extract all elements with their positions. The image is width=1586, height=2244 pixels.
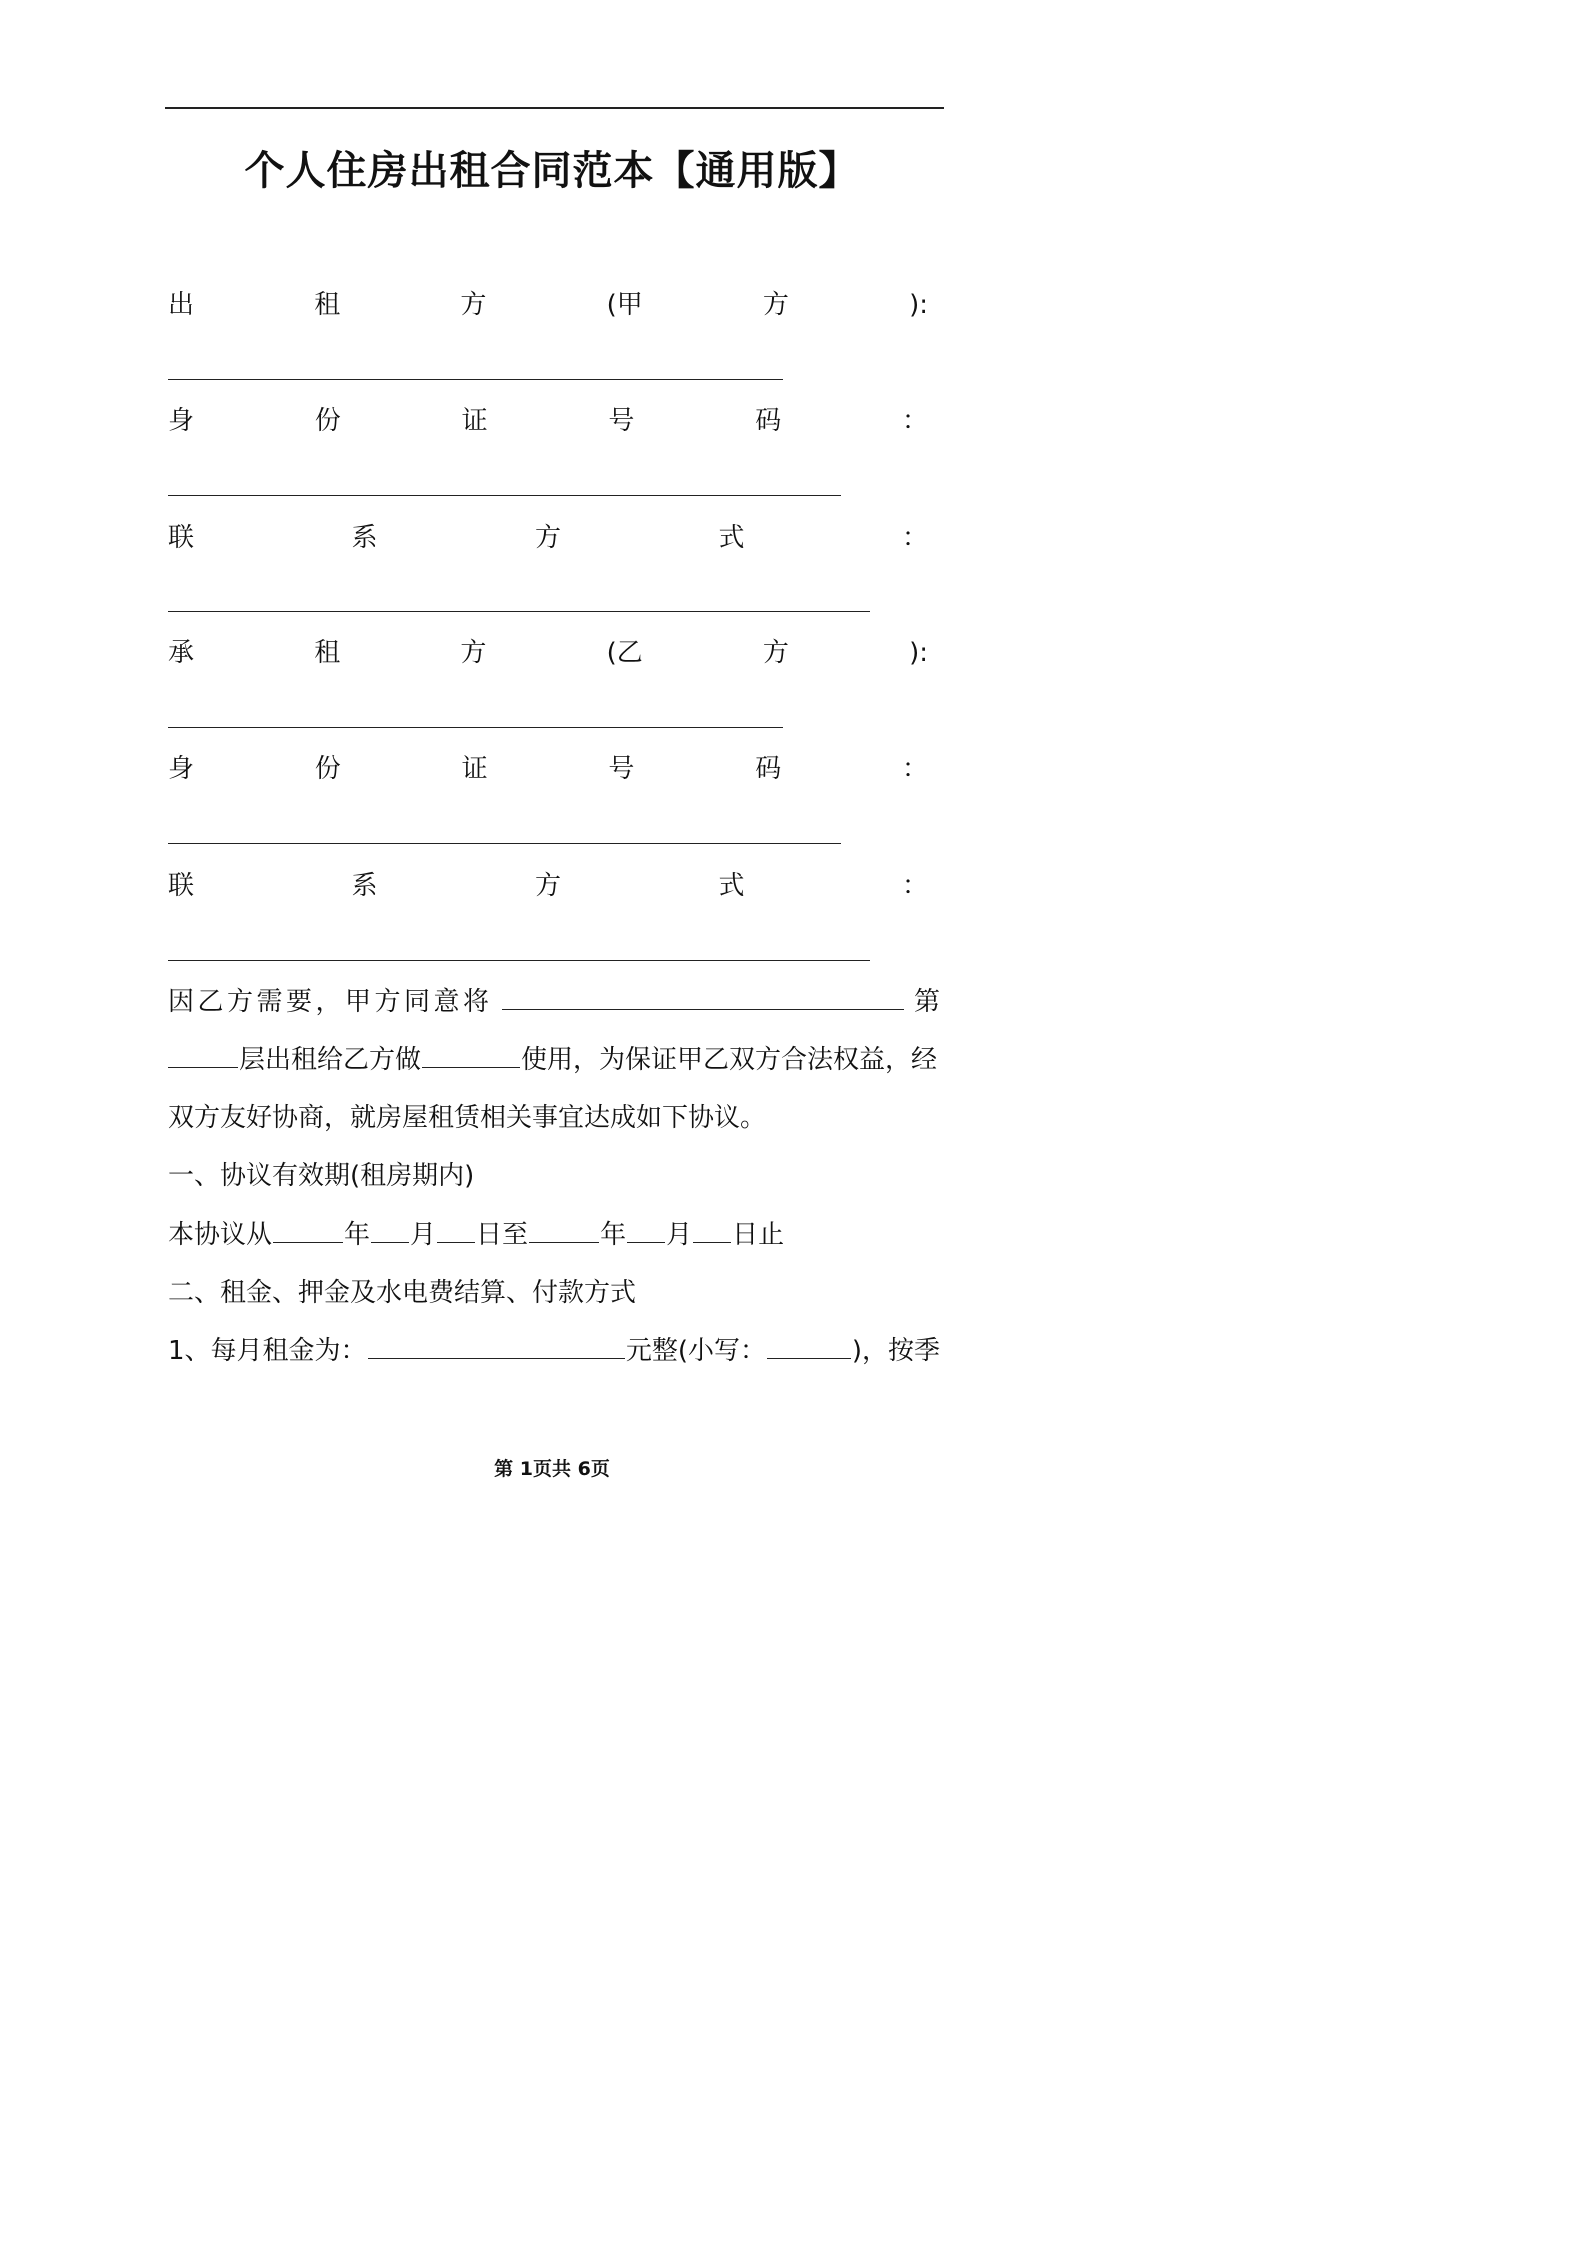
lessee-char: 租 (314, 638, 341, 668)
lessor-char: 租 (314, 290, 341, 320)
end-month-blank[interactable] (627, 1216, 665, 1243)
lessor-contact-label-line (168, 518, 928, 558)
id-char: 身 (168, 754, 195, 784)
lessee-id-label-line (168, 749, 928, 789)
id-char: 份 (314, 406, 341, 436)
end-day-blank[interactable] (693, 1216, 731, 1243)
lessee-contact-blank[interactable] (168, 960, 870, 961)
id-char: ： (901, 406, 928, 436)
lessee-contact-label-line (168, 866, 928, 906)
contact-char: 联 (168, 523, 195, 553)
term-text: 月 (666, 1220, 693, 1250)
section-2-heading: 二、租金、押金及水电费结算、付款方式 (168, 1278, 637, 1308)
lessor-name-blank[interactable] (168, 379, 783, 380)
lessee-char: ): (909, 638, 928, 668)
lessee-name-blank[interactable] (168, 727, 783, 728)
id-char: 码 (755, 406, 782, 436)
lessee-char: 方 (762, 638, 789, 668)
property-address-blank[interactable] (502, 983, 904, 1010)
id-char: 码 (755, 754, 782, 784)
contact-char: 方 (534, 523, 561, 553)
contact-char: 联 (168, 871, 195, 901)
lessee-char: (乙 (606, 638, 643, 668)
term-text: 月 (410, 1220, 437, 1250)
intro-text: 层出租给乙方做 (239, 1045, 422, 1075)
lessee-label-line (168, 633, 928, 673)
rent-digits-blank[interactable] (767, 1332, 851, 1359)
floor-blank[interactable] (168, 1041, 238, 1068)
header-rule (165, 107, 944, 109)
term-text: 本协议从 (168, 1220, 273, 1250)
lessor-id-blank[interactable] (168, 495, 841, 496)
intro-text: 因乙方需要，甲方同意将 (168, 987, 493, 1017)
id-char: 证 (461, 754, 488, 784)
contact-char: 式 (718, 523, 745, 553)
intro-line-3: 双方友好协商，就房屋租赁相关事宜达成如下协议。 (168, 1103, 767, 1133)
document-title: 个人住房出租合同范本【通用版】 (244, 148, 860, 194)
term-text: 年 (600, 1220, 627, 1250)
id-char: ： (901, 754, 928, 784)
lessee-id-blank[interactable] (168, 843, 841, 844)
term-text: 年 (344, 1220, 371, 1250)
intro-line-2 (168, 1040, 948, 1080)
contact-char: 系 (351, 523, 378, 553)
lessee-char: 承 (168, 638, 195, 668)
start-day-blank[interactable] (437, 1216, 475, 1243)
lessor-char: 方 (460, 290, 487, 320)
lessor-char: ): (909, 290, 928, 320)
lessor-char: 出 (168, 290, 195, 320)
lessor-char: 方 (762, 290, 789, 320)
end-year-blank[interactable] (529, 1216, 599, 1243)
rent-text: 1、每月租金为： (168, 1336, 367, 1366)
monthly-rent-blank[interactable] (368, 1332, 625, 1359)
id-char: 号 (608, 754, 635, 784)
page-number: 第 1页共 6页 (494, 1458, 610, 1480)
start-year-blank[interactable] (273, 1216, 343, 1243)
intro-line-1 (168, 982, 940, 1022)
contact-char: ： (901, 523, 928, 553)
lessor-contact-blank[interactable] (168, 611, 870, 612)
contact-char: ： (901, 871, 928, 901)
start-month-blank[interactable] (371, 1216, 409, 1243)
lessee-char: 方 (460, 638, 487, 668)
intro-text: 使用，为保证甲乙双方合法权益，经 (521, 1045, 938, 1075)
rent-text: )，按季 (851, 1336, 940, 1366)
id-char: 证 (461, 406, 488, 436)
intro-text: 第 (913, 987, 940, 1017)
lessor-char: (甲 (606, 290, 643, 320)
rent-line (168, 1331, 940, 1371)
id-char: 份 (314, 754, 341, 784)
contact-char: 系 (351, 871, 378, 901)
contact-char: 式 (718, 871, 745, 901)
lessor-id-label-line (168, 401, 928, 441)
lessor-label-line (168, 285, 928, 325)
term-text: 日止 (732, 1220, 785, 1250)
term-line (168, 1215, 948, 1255)
usage-blank[interactable] (422, 1041, 520, 1068)
contact-char: 方 (534, 871, 561, 901)
term-text: 日至 (476, 1220, 529, 1250)
id-char: 号 (608, 406, 635, 436)
section-1-heading: 一、协议有效期(租房期内) (168, 1161, 475, 1191)
id-char: 身 (168, 406, 195, 436)
rent-text: 元整(小写： (625, 1336, 767, 1366)
